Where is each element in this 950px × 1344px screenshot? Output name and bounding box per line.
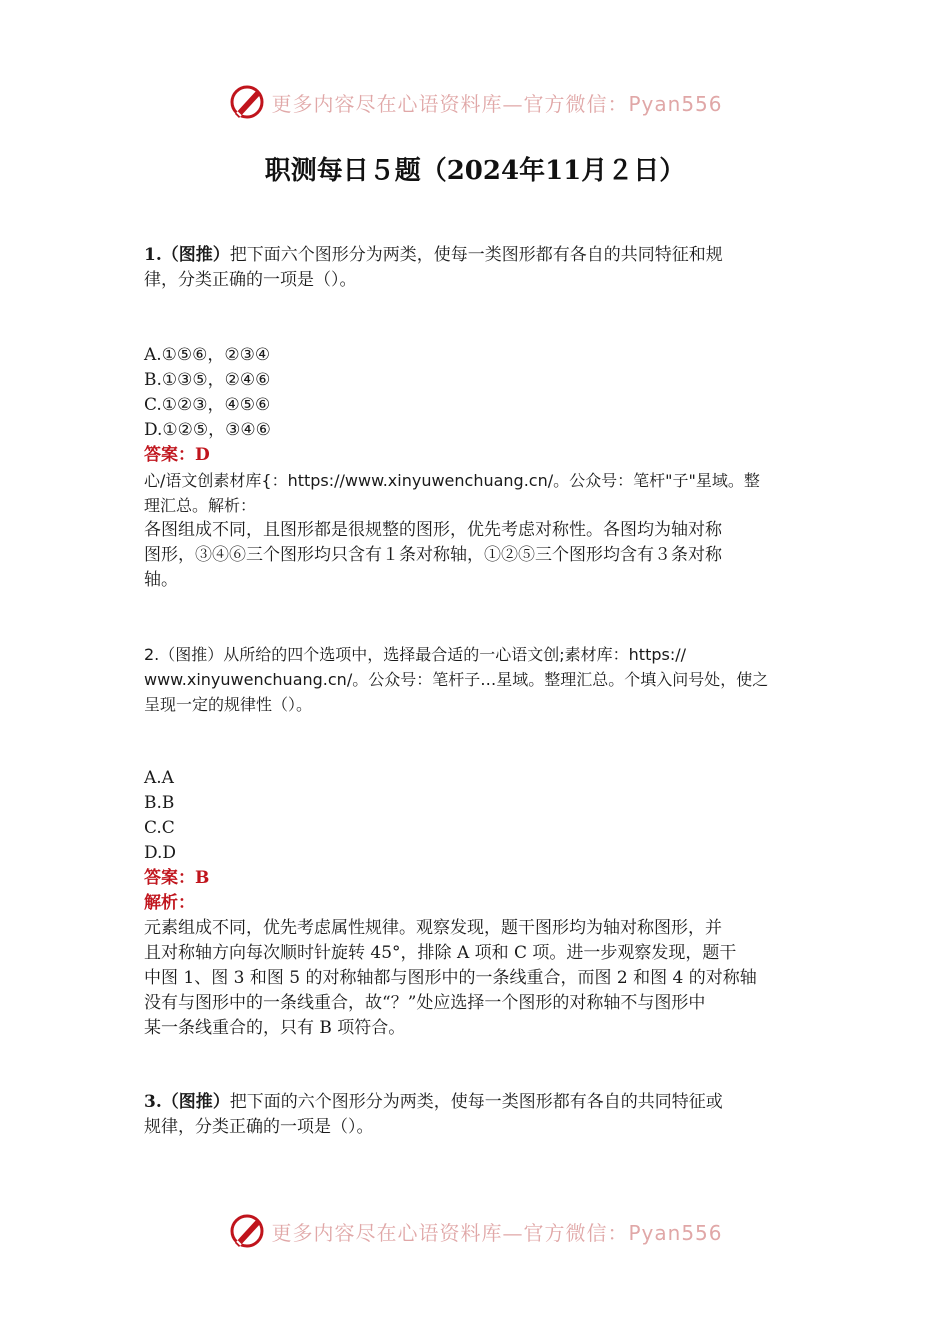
q2-analysis-line2: 且对称轴方向每次顺时针旋转 45°，排除 A 项和 C 项。进一步观察发现，题干	[144, 943, 737, 963]
q1-answer: 答案：D	[144, 445, 210, 465]
q3-stem-line2: 规律，分类正确的一项是（）。	[144, 1117, 374, 1137]
q1-option-b: B.①③⑤，②④⑥	[144, 370, 271, 390]
q1-option-d: D.①②⑤，③④⑥	[144, 420, 271, 440]
q2-stem-line2: www.xinyuwenchuang.cn/。公众号：笔杆子…星域。整理汇总。个填入问号处，使之	[144, 670, 769, 689]
question-1	[144, 243, 808, 293]
pen-logo-icon	[227, 82, 267, 122]
pen-logo-icon	[227, 1211, 267, 1251]
q3-number: 3.	[144, 1092, 162, 1112]
q2-stem-line1: 2.（图推）从所给的四个选项中，选择最合适的一心语文创;素材库：https://	[144, 645, 687, 664]
q2-stem-line3: 呈现一定的规律性（）。	[144, 695, 313, 714]
q2-analysis-line3: 中图 1、图 3 和图 5 的对称轴都与图形中的一条线重合，而图 2 和图 4 的对称轴	[144, 968, 757, 988]
q1-analysis-line3: 轴。	[144, 570, 178, 590]
q1-option-c: C.①②③，④⑤⑥	[144, 395, 271, 415]
q1-analysis-line1: 各图组成不同，且图形都是很规整的图形，优先考虑对称性。各图均为轴对称	[144, 520, 722, 540]
q2-analysis-line4: 没有与图形中的一条线重合，故“？”处应选择一个图形的对称轴不与图形中	[144, 993, 706, 1013]
q2-option-b: B.B	[144, 793, 175, 813]
q3-stem-line1: 3.（图推）把下面的六个图形分为两类，使每一类图形都有各自的共同特征或	[144, 1092, 723, 1112]
q1-options	[144, 343, 808, 593]
q1-ad-line1: 心/语文创素材库{：https://www.xinyuwenchuang.cn/。公众号：笔杆"子"星域。整	[144, 471, 760, 490]
q1-option-a: A.①⑤⑥，②③④	[144, 345, 271, 365]
q1-tag: （图推）	[161, 245, 230, 265]
page-title: 职测每日５题（2024年11月２日）	[264, 156, 686, 186]
q1-ad-line2: 理汇总。解析：	[144, 496, 257, 515]
footer-banner-text: 更多内容尽在心语资料库—官方微信：	[271, 1220, 629, 1245]
q2-options	[144, 766, 808, 1041]
q2-analysis-line5: 某一条线重合的，只有 B 项符合。	[144, 1018, 406, 1038]
q2-option-d: D.D	[144, 843, 177, 863]
q2-answer: 答案：B	[144, 868, 210, 888]
footer-banner-id: Pyan556	[628, 1220, 723, 1245]
q1-analysis-line2: 图形，③④⑥三个图形均只含有１条对称轴，①②⑤三个图形均含有３条对称	[144, 545, 722, 565]
q1-stem-line2: 律，分类正确的一项是（）。	[144, 270, 357, 290]
q3-tag: （图推）	[161, 1092, 230, 1112]
question-2	[144, 642, 808, 717]
q2-analysis-label: 解析：	[144, 893, 195, 913]
question-3	[144, 1090, 808, 1140]
q1-stem-line1: 1.（图推）把下面六个图形分为两类，使每一类图形都有各自的共同特征和规	[144, 245, 723, 265]
q2-analysis-line1: 元素组成不同，优先考虑属性规律。观察发现，题干图形均为轴对称图形，并	[144, 918, 722, 938]
header-banner	[0, 80, 950, 124]
header-banner-text: 更多内容尽在心语资料库—官方微信：	[271, 91, 629, 116]
q2-option-a: A.A	[144, 768, 174, 788]
q2-option-c: C.C	[144, 818, 175, 838]
q1-number: 1.	[144, 245, 162, 265]
footer-banner	[0, 1209, 950, 1253]
header-banner-id: Pyan556	[628, 91, 723, 116]
